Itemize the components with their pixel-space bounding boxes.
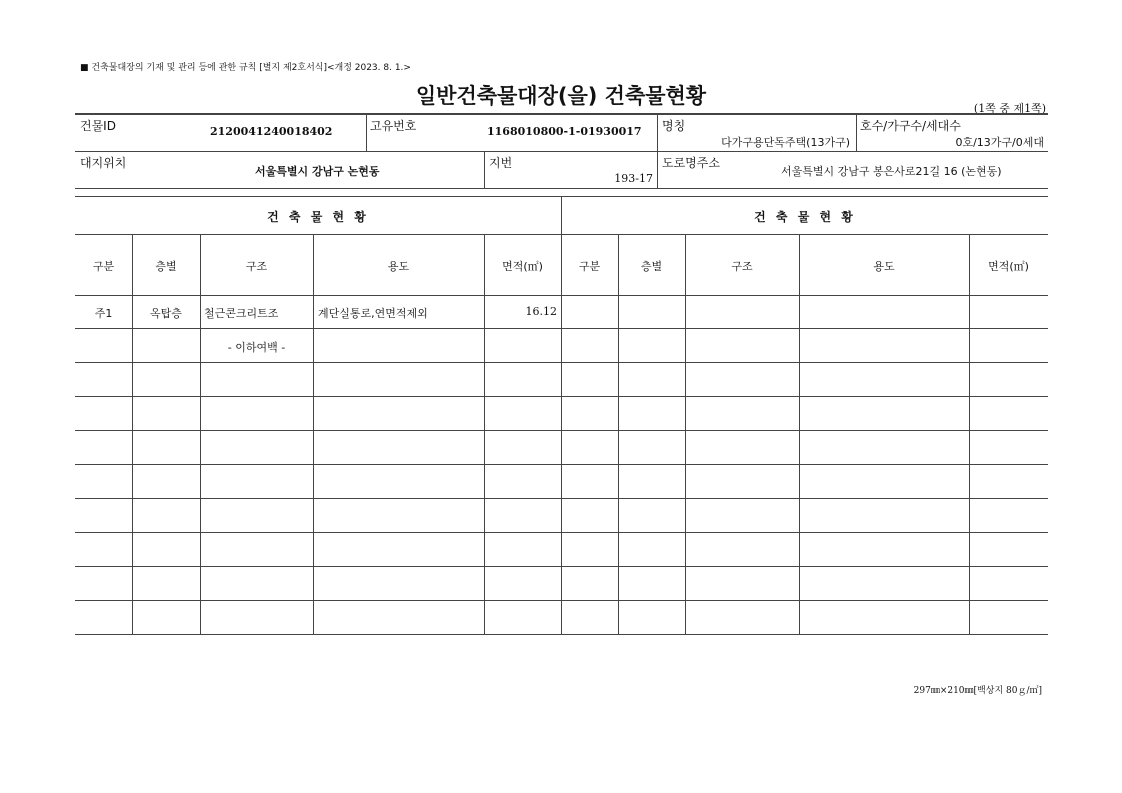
row-type: 주1 <box>94 307 113 320</box>
lot-label: 지번 <box>489 156 513 170</box>
units-value: 0호/13가구/0세대 <box>955 136 1044 149</box>
left-section-title: 건 축 물 현 황 <box>267 210 369 224</box>
col-header-structure: 구조 <box>731 260 753 273</box>
building-id-value: 2120041240018402 <box>210 125 333 138</box>
name-label: 명칭 <box>662 119 686 133</box>
row-structure: 철근콘크리트조 <box>204 307 279 320</box>
form-law-note: ■ 건축물대장의 기재 및 관리 등에 관한 규칙 [별지 제2호서식]<개정 2023. 8. 1.> <box>80 63 411 73</box>
col-header-use: 용도 <box>873 260 895 273</box>
col-header-use: 용도 <box>387 260 410 273</box>
paper-spec-note: 297㎜×210㎜[백상지 80ｇ/㎡] <box>913 686 1042 696</box>
row-use: 계단실통로,연면적제외 <box>318 307 428 320</box>
site-label: 대지위치 <box>80 156 127 170</box>
right-section-title: 건 축 물 현 황 <box>754 210 856 224</box>
name-value: 다가구용단독주택(13가구) <box>721 136 850 149</box>
page-title: 일반건축물대장(을) 건축물현황 <box>415 84 707 108</box>
unique-no-value: 1168010800-1-01930017 <box>487 125 642 138</box>
page-indicator: (1쪽 중 제1쪽) <box>973 102 1046 115</box>
road-label: 도로명주소 <box>662 156 720 170</box>
col-header-area: 면적(㎡) <box>988 260 1029 273</box>
row-area: 16.12 <box>525 305 557 318</box>
col-header-type: 구분 <box>92 260 115 273</box>
col-header-area: 면적(㎡) <box>502 260 543 273</box>
site-value: 서울특별시 강남구 논현동 <box>255 165 380 178</box>
col-header-floor: 층별 <box>640 260 663 273</box>
building-id-label: 건물ID <box>80 119 116 133</box>
blank-below-note: - 이하여백 - <box>227 341 286 354</box>
lot-value: 193-17 <box>614 172 653 185</box>
col-header-floor: 층별 <box>155 260 177 273</box>
col-header-structure: 구조 <box>245 260 268 273</box>
col-header-type: 구분 <box>578 260 601 273</box>
road-value: 서울특별시 강남구 봉은사로21길 16 (논현동) <box>781 165 1002 178</box>
units-label: 호수/가구수/세대수 <box>860 119 961 133</box>
unique-no-label: 고유번호 <box>370 119 417 133</box>
row-floor: 옥탑층 <box>150 307 182 320</box>
